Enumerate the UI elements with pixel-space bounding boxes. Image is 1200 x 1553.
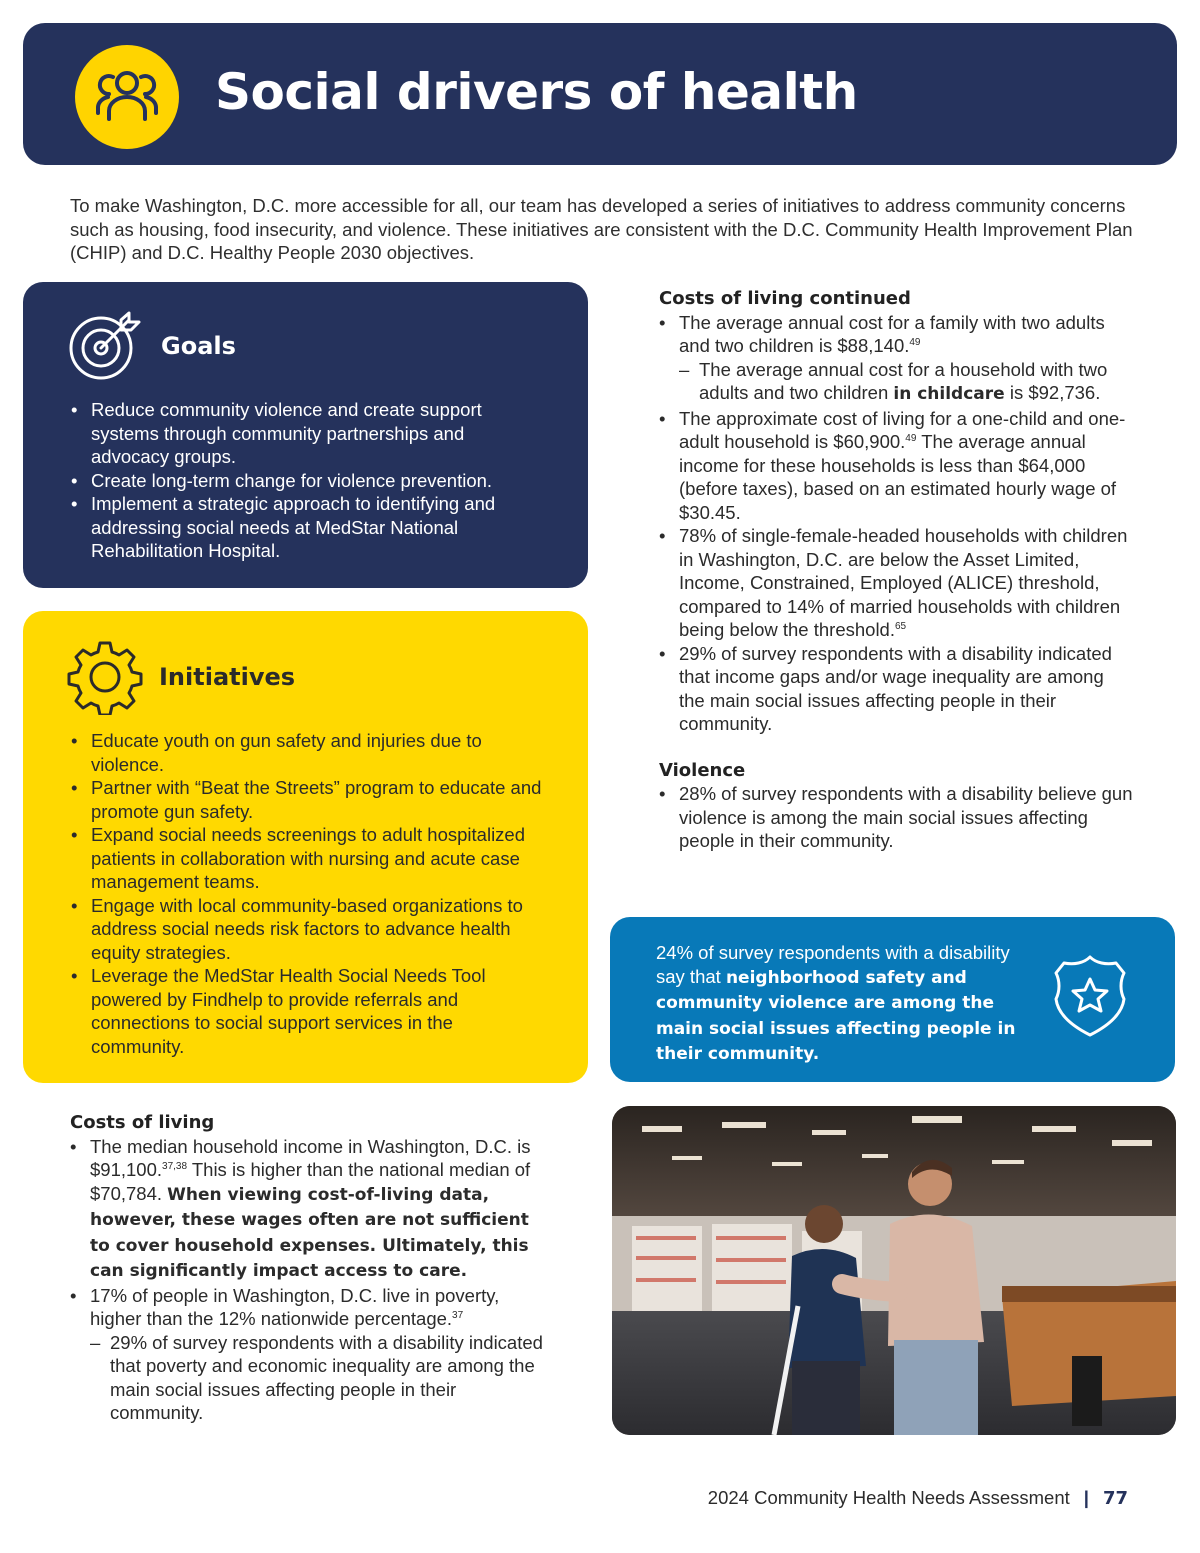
costs-continued-list bbox=[659, 311, 1134, 736]
footnote-ref: 37,38 bbox=[162, 1161, 188, 1172]
item-text: The average annual income for these households is less than $64,000 (before taxes), based on an estimated hourly wage of $30.45. bbox=[679, 431, 1117, 523]
list-item: • Implement a strategic approach to identifying and addressing social needs at MedStar National Rehabilitation Hospital. bbox=[71, 492, 541, 563]
callout-text bbox=[656, 941, 1036, 1067]
sub-list bbox=[90, 1331, 545, 1425]
footnote-ref: 65 bbox=[894, 621, 907, 632]
item-text: The average annual cost for a family with two adults and two children is $88,140. bbox=[679, 311, 1105, 356]
callout-box bbox=[610, 917, 1175, 1082]
sub-list bbox=[679, 358, 1134, 407]
item-text: The average annual cost for a household with two adults and two children bbox=[699, 358, 1108, 403]
costs-list bbox=[70, 1135, 545, 1425]
costs-continued-section bbox=[659, 287, 1134, 853]
goals-title: Goals bbox=[161, 332, 236, 360]
footer-separator: | bbox=[1083, 1487, 1089, 1508]
sub-list-item: – 29% of survey respondents with a disability indicated that poverty and economic inequality are among the main social issues affecting people in their community. bbox=[90, 1331, 545, 1425]
costs-of-living-section bbox=[70, 1111, 545, 1425]
people-group-icon bbox=[75, 45, 179, 149]
item-text: 78% of single-female-headed households with children in Washington, D.C. are below the Asset Limited, Income, Constrained, Employed (ALICE) threshold, compared to 14% of married households with children being below the threshold. bbox=[679, 525, 1128, 640]
list-item: • 29% of survey respondents with a disability indicated that income gaps and/or wage inequality are among the main social issues affecting people in their community. bbox=[659, 642, 1134, 736]
initiatives-card bbox=[23, 611, 588, 1083]
footnote-ref: 49 bbox=[909, 337, 921, 348]
list-item: • Partner with “Beat the Streets” program to educate and promote gun safety. bbox=[71, 776, 546, 823]
callout-emphasis: neighborhood safety and community violence are among the main social issues affecting people in their community. bbox=[656, 967, 1016, 1064]
initiatives-list bbox=[71, 729, 546, 1058]
violence-list bbox=[659, 782, 1134, 853]
goals-list bbox=[71, 398, 541, 563]
list-item: • Leverage the MedStar Health Social Needs Tool powered by Findhelp to provide referrals and connections to social support services in the community. bbox=[71, 964, 546, 1058]
page-title: Social drivers of health bbox=[215, 63, 858, 121]
list-item: • Reduce community violence and create support systems through community partnerships and advocacy groups. bbox=[71, 398, 541, 469]
list-item bbox=[659, 407, 1134, 525]
item-text: This is higher than the national median of $70,784. bbox=[90, 1159, 531, 1204]
item-text: is $92,736. bbox=[1004, 382, 1101, 403]
item-emphasis: When viewing cost-of-living data, however, these wages often are not sufficient to cover household expenses. Ultimately, this can significantly impact access to care. bbox=[90, 1184, 529, 1281]
police-badge-star-icon bbox=[1050, 953, 1130, 1044]
list-item bbox=[70, 1284, 545, 1425]
photo-two-men-walking bbox=[612, 1106, 1176, 1435]
page-footer bbox=[708, 1487, 1128, 1509]
item-text: The approximate cost of living for a one-child and one-adult household is $60,900. bbox=[679, 407, 1126, 452]
list-item: • Expand social needs screenings to adult hospitalized patients in collaboration with nursing and acute case management teams. bbox=[71, 823, 546, 894]
item-text: 17% of people in Washington, D.C. live in poverty, higher than the 12% nationwide percentage. bbox=[90, 1284, 500, 1329]
page-header bbox=[23, 23, 1177, 165]
initiatives-title: Initiatives bbox=[159, 663, 296, 691]
list-item bbox=[659, 524, 1134, 642]
list-item: • Engage with local community-based organizations to address social needs risk factors to advance health equity strategies. bbox=[71, 894, 546, 965]
goals-card bbox=[23, 282, 588, 588]
footnote-ref: 37 bbox=[452, 1310, 464, 1321]
list-item bbox=[70, 1135, 545, 1284]
sub-list-item bbox=[679, 358, 1134, 407]
item-emphasis: in childcare bbox=[893, 384, 1005, 404]
section-heading: Violence bbox=[659, 759, 746, 781]
target-icon bbox=[67, 310, 143, 387]
list-item: • Create long-term change for violence prevention. bbox=[71, 469, 541, 493]
callout-plain: 24% of survey respondents with a disability say that bbox=[656, 942, 1010, 987]
item-text: The median household income in Washington, D.C. is $91,100. bbox=[90, 1135, 531, 1180]
footnote-ref: 49 bbox=[905, 433, 917, 444]
intro-paragraph: To make Washington, D.C. more accessible for all, our team has developed a series of initiatives to address community concerns such as housing, food insecurity, and violence. These initiatives are consistent with the D.C. Community Health Improvement Plan (CHIP) and D.C. Healthy People 2030 objectives. bbox=[70, 195, 1133, 263]
footer-label: 2024 Community Health Needs Assessment bbox=[707, 1487, 1070, 1508]
section-heading: Costs of living bbox=[70, 1112, 215, 1133]
list-item bbox=[659, 311, 1134, 407]
section-heading: Costs of living continued bbox=[659, 288, 911, 309]
list-item: • 28% of survey respondents with a disability believe gun violence is among the main social issues affecting people in their community. bbox=[659, 782, 1134, 853]
page-number: 77 bbox=[1102, 1487, 1128, 1509]
gear-icon bbox=[67, 639, 143, 720]
list-item: • Educate youth on gun safety and injuries due to violence. bbox=[71, 729, 546, 776]
